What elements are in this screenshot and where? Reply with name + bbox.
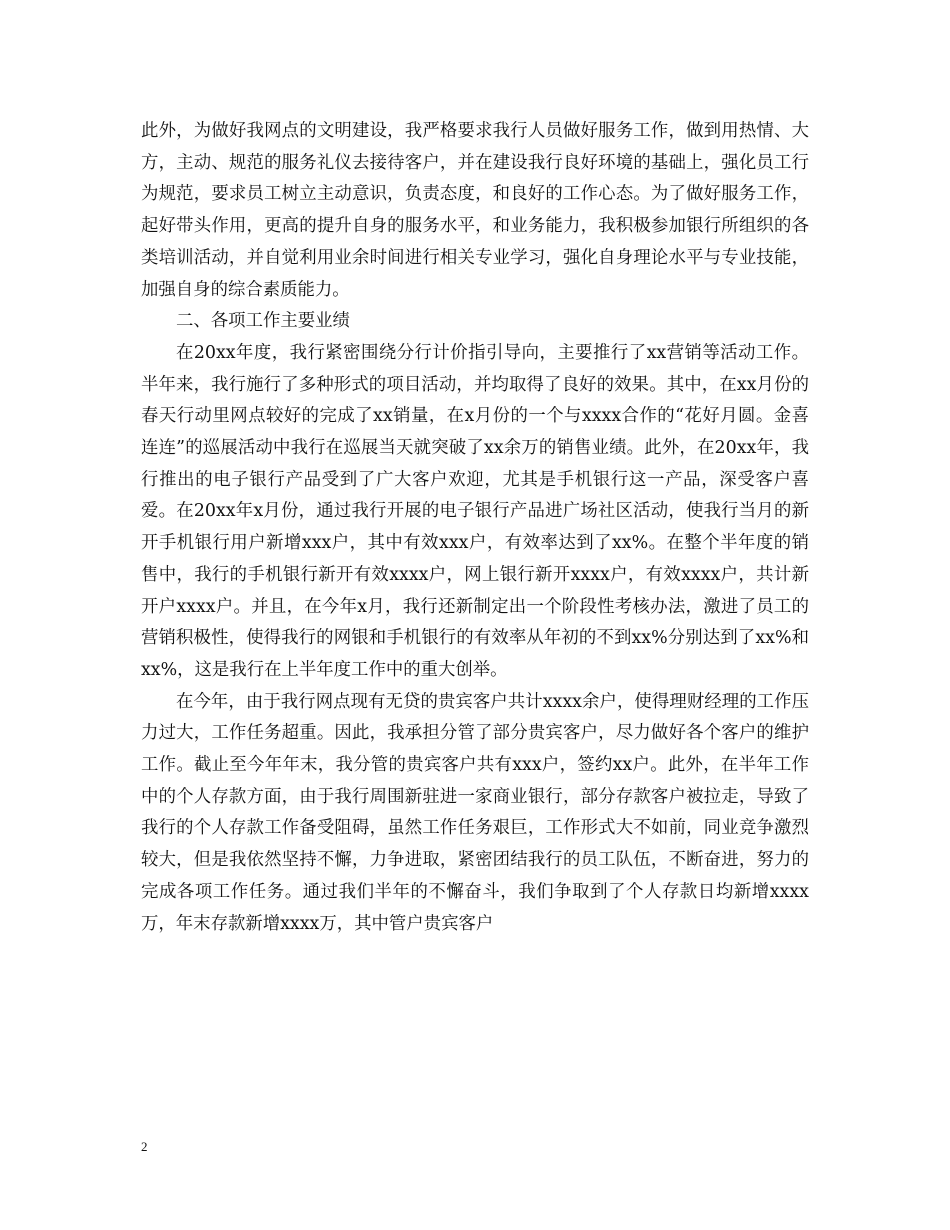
section-heading-main-achievements: 二、各项工作主要业绩 bbox=[176, 311, 350, 332]
paragraph-vip-clients: 在今年，由于我行网点现有无贷的贵宾客户共计xxxx余户，使得理财经理的工作压力过大，工作任务超重。因此，我承担分管了部分贵宾客户，尽力做好各个客户的维护工作。截止至今年年末，我分管的贵宾客户共有xxx户，签约xx户。此外，在半年工作中的个人存款方面，由于我行周围新驻进一家商业银行，部分存款客户被拉走，导致了我行的个人存款工作备受阻碍，虽然工作任务艰巨，工作形式大不如前，同业竞争激烈较大，但是我依然坚持不懈，力争进取，紧密团结我行的员工队伍，不断奋进，努力的完成各项工作任务。通过我们半年的不懈奋斗，我们争取到了个人存款日均新增xxxx万，年末存款新增xxxx万，其中管户贵宾客户 bbox=[141, 691, 809, 934]
page-number: 2 bbox=[141, 1139, 148, 1154]
paragraph-civility-building: 此外，为做好我网点的文明建设，我严格要求我行人员做好服务工作，做到用热情、大方，主动、规范的服务礼仪去接待客户，并在建设我行良好环境的基础上，强化员工行为规范，要求员工树立主动意识，负责态度，和良好的工作心态。为了做好服务工作，起好带头作用，更高的提升自身的服务水平，和业务能力，我积极参加银行所组织的各类培训活动，并自觉利用业余时间进行相关专业学习，强化自身理论水平与专业技能，加强自身的综合素质能力。 bbox=[141, 121, 809, 300]
paragraph-annual-achievements: 在20xx年度，我行紧密围绕分行计价指引导向，主要推行了xx营销等活动工作。半年来，我行施行了多种形式的项目活动，并均取得了良好的效果。其中，在xx月份的春天行动里网点较好的完成了xx销量，在x月份的一个与xxxx合作的“花好月圆。金喜连连”的巡展活动中我行在巡展当天就突破了xx余万的销售业绩。此外，在20xx年，我行推出的电子银行产品受到了广大客户欢迎，尤其是手机银行这一产品，深受客户喜爱。在20xx年x月份，通过我行开展的电子银行产品进广场社区活动，使我行当月的新开手机银行用户新增xxx户，其中有效xxx户，有效率达到了xx%。在整个半年度的销售中，我行的手机银行新开有效xxxx户，网上银行新开xxxx户，有效xxxx户，共计新开户xxxx户。并且，在今年x月，我行还新制定出一个阶段性考核办法，激进了员工的营销积极性，使得我行的网银和手机银行的有效率从年初的不到xx%分别达到了xx%和xx%，这是我行在上半年度工作中的重大创举。 bbox=[141, 342, 809, 680]
document-body bbox=[141, 116, 809, 940]
